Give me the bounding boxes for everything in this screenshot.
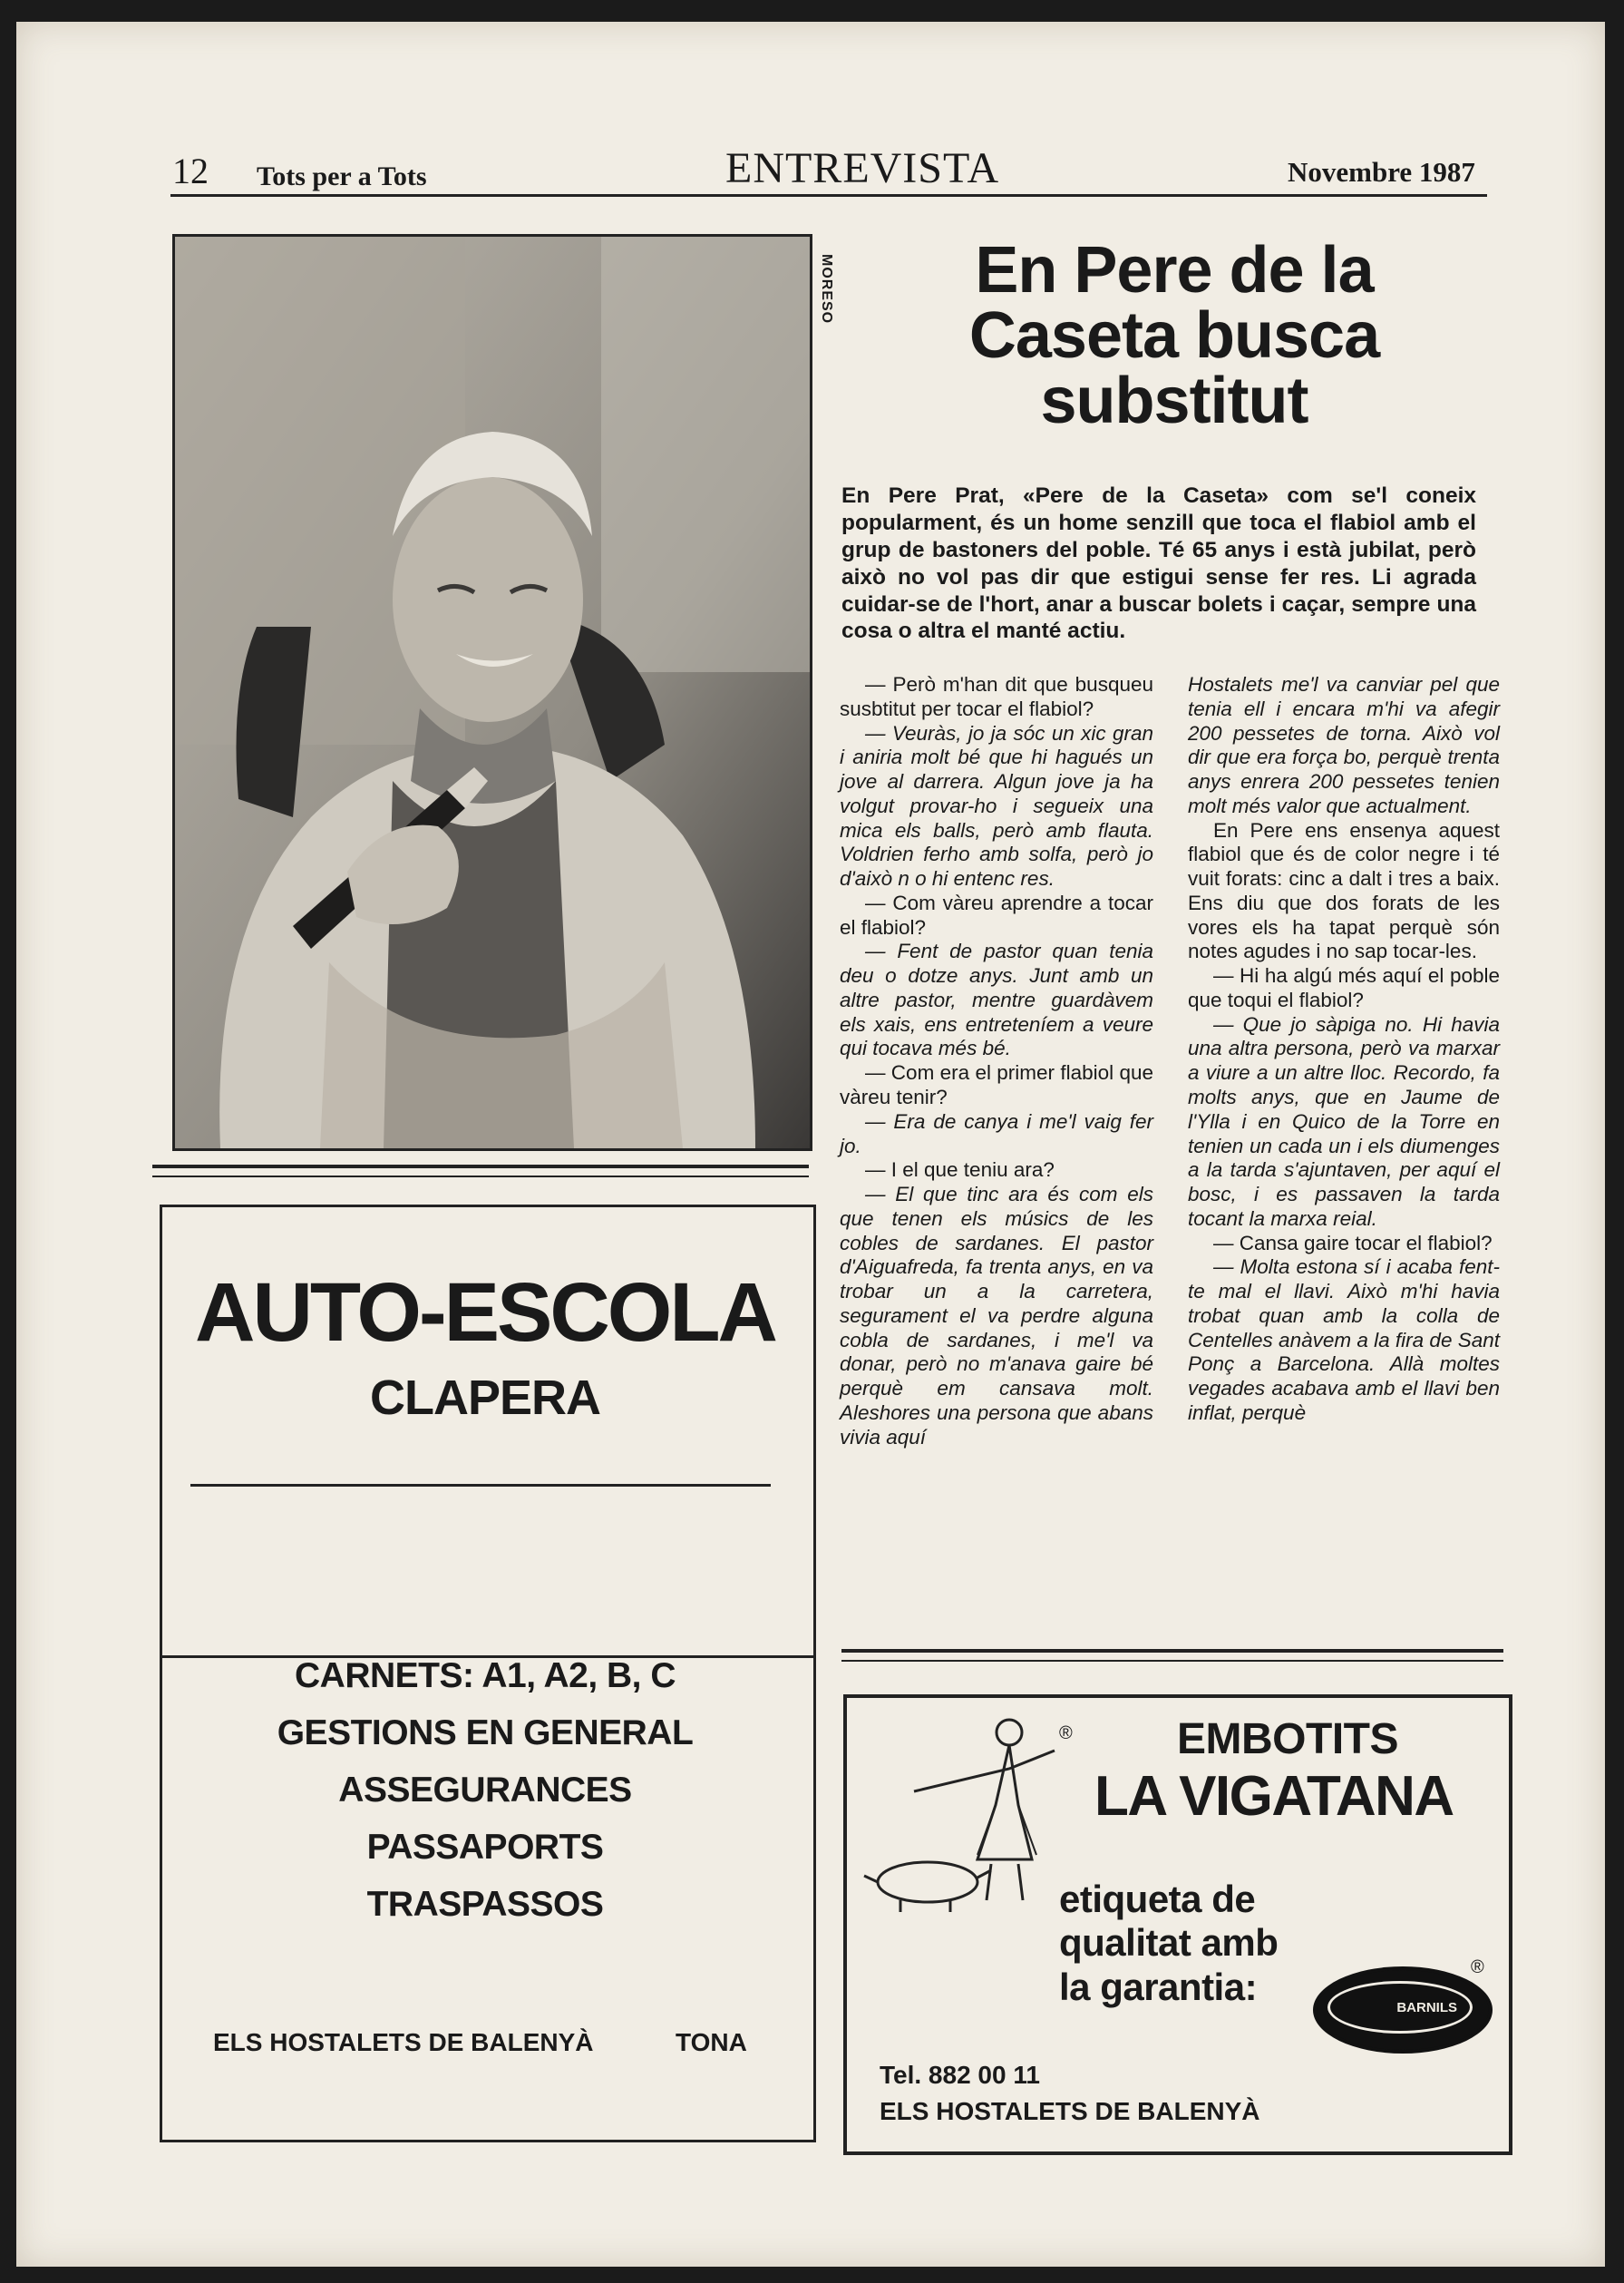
autoescola-service: ASSEGURANCES bbox=[338, 1771, 632, 1810]
paragraph: — Com era el primer flabiol que vàreu tenir? bbox=[840, 1061, 1153, 1109]
autoescola-service: GESTIONS EN GENERAL bbox=[277, 1713, 694, 1752]
divider-rule bbox=[841, 1660, 1503, 1662]
header-rule bbox=[170, 194, 1487, 197]
paragraph: — Que jo sàpiga no. Hi havia una altra persona, però va marxar a viure a un altre lloc. Recordo, fa molts anys, que en Jaume de l'Ylla i en Quico de la Torre en tenien un cada un i els diumenges a la tarda s'ajuntaven, per aquí el bosc, i es passaven la tarda tocant la marxa reial. bbox=[1188, 1012, 1500, 1230]
article-column-1 bbox=[840, 673, 1153, 1450]
paragraph: Hostalets me'l va canviar pel que tenia ell i encara m'hi va afegir 200 pessetes de torna. Això vol dir que era força bo, perquè trenta anys enrera 200 pessetes tenien molt més valor que actualment. bbox=[1188, 673, 1500, 817]
vigatana-title-line-2: LA VIGATANA bbox=[1094, 1765, 1454, 1828]
vigatana-phone: Tel. 882 00 11 bbox=[880, 2061, 1040, 2089]
paragraph: En Pere ens ensenya aquest flabiol que és de color negre i té vuit forats: cinc a dalt i tres a baix. Ens diu que dos forats de les vores els ha tapat perquè són notes agudes i no sap tocar-les. bbox=[1188, 818, 1500, 963]
issue-date: Novembre 1987 bbox=[1288, 156, 1475, 188]
divider-rule bbox=[152, 1165, 809, 1168]
paragraph: — El que tinc ara és com els que tenen els músics de les cobles de sardanes. El pastor d'Aiguafreda, fa trenta anys, en va trobar un a la carretera, segurament el va perdre alguna cobla de sardanes, i me'l va donar, però no m'anava gaire bé perquè em cansava molt. Aleshores una persona que abans vivia aquí bbox=[840, 1183, 1153, 1449]
registered-mark: ® bbox=[1059, 1723, 1073, 1743]
vigatana-location: ELS HOSTALETS DE BALENYÀ bbox=[880, 2097, 1260, 2125]
autoescola-service: PASSAPORTS bbox=[366, 1828, 604, 1867]
autoescola-service: TRASPASSOS bbox=[366, 1885, 604, 1924]
paragraph: — Cansa gaire tocar el flabiol? bbox=[1213, 1231, 1493, 1254]
autoescola-location-left: ELS HOSTALETS DE BALENYÀ bbox=[213, 2028, 594, 2056]
publication-name: Tots per a Tots bbox=[257, 161, 427, 191]
article-headline bbox=[870, 234, 1478, 437]
section-title: ENTREVISTA bbox=[725, 144, 1000, 192]
tagline-line: etiqueta de bbox=[1059, 1878, 1256, 1920]
autoescola-rule bbox=[190, 1484, 771, 1487]
article-column-2 bbox=[1188, 673, 1500, 1426]
paragraph: — Molta estona sí i acaba fent-te mal el llavi. Això m'hi havia trobat quan amb la colla de Centelles anàvem a la fira de Sant Ponç a Barcelona. Allà moltes vegades acabava amb el llavi ben inflat, perquè bbox=[1188, 1255, 1500, 1424]
vigatana-tagline bbox=[1059, 1878, 1278, 2009]
paragraph: — Però m'han dit que busqueu susbtitut per tocar el flabiol? bbox=[840, 673, 1153, 720]
article-intro: En Pere Prat, «Pere de la Caseta» com se'l coneix popularment, és un home senzill que toca el flabiol amb el grup de bastoners del poble. Té 65 anys i està jubilat, però això no vol pas dir que estigui sense fer res. Li agrada cuidar-se de l'hort, anar a buscar bolets i caçar, sempre una cosa o altra el manté actiu. bbox=[841, 483, 1476, 644]
barnils-logo bbox=[1313, 1966, 1493, 2054]
paragraph: — Com vàreu aprendre a tocar el flabiol? bbox=[840, 891, 1153, 939]
shepherd-pig-illustration bbox=[860, 1705, 1068, 1914]
divider-rule bbox=[841, 1649, 1503, 1653]
paragraph: — Era de canya i me'l vaig fer jo. bbox=[840, 1109, 1153, 1157]
autoescola-location-right: TONA bbox=[676, 2028, 747, 2056]
photo-illustration bbox=[175, 237, 810, 1148]
paragraph: — Hi ha algú més aquí el poble que toqui el flabiol? bbox=[1188, 964, 1500, 1011]
portrait-photo bbox=[172, 234, 812, 1151]
vigatana-title-line-1: EMBOTITS bbox=[1177, 1715, 1398, 1763]
paragraph: — Veuràs, jo ja sóc un xic gran i aniria molt bé que hi hagués un jove al darrera. Algun jove ja ha volgut provar-ho i segueix una mica els balls, però amb flauta. Voldrien ferho amb solfa, però jo d'això n o hi entenc res. bbox=[840, 721, 1153, 891]
divider-rule bbox=[152, 1176, 809, 1177]
headline-line-2: Caseta busca bbox=[968, 299, 1380, 372]
photo-credit: MORESO bbox=[819, 254, 834, 325]
page-number: 12 bbox=[172, 151, 209, 191]
paragraph: — I el que teniu ara? bbox=[865, 1158, 1055, 1182]
barnils-logo-text: BARNILS bbox=[1327, 1981, 1473, 2034]
tagline-line: qualitat amb bbox=[1059, 1921, 1279, 1965]
headline-line-1: En Pere de la bbox=[975, 234, 1374, 307]
headline-line-3: substitut bbox=[1040, 365, 1308, 437]
registered-mark: ® bbox=[1471, 1957, 1484, 1977]
autoescola-title: AUTO-ESCOLA bbox=[195, 1266, 775, 1359]
autoescola-service: CARNETS: A1, A2, B, C bbox=[295, 1656, 676, 1695]
autoescola-subtitle: CLAPERA bbox=[369, 1371, 600, 1425]
tagline-line: la garantia: bbox=[1059, 1965, 1258, 2008]
paragraph: — Fent de pastor quan tenia deu o dotze anys. Junt amb un altre pastor, mentre guardàvem els xais, ens entreteníem a veure qui tocava més bé. bbox=[840, 940, 1153, 1060]
